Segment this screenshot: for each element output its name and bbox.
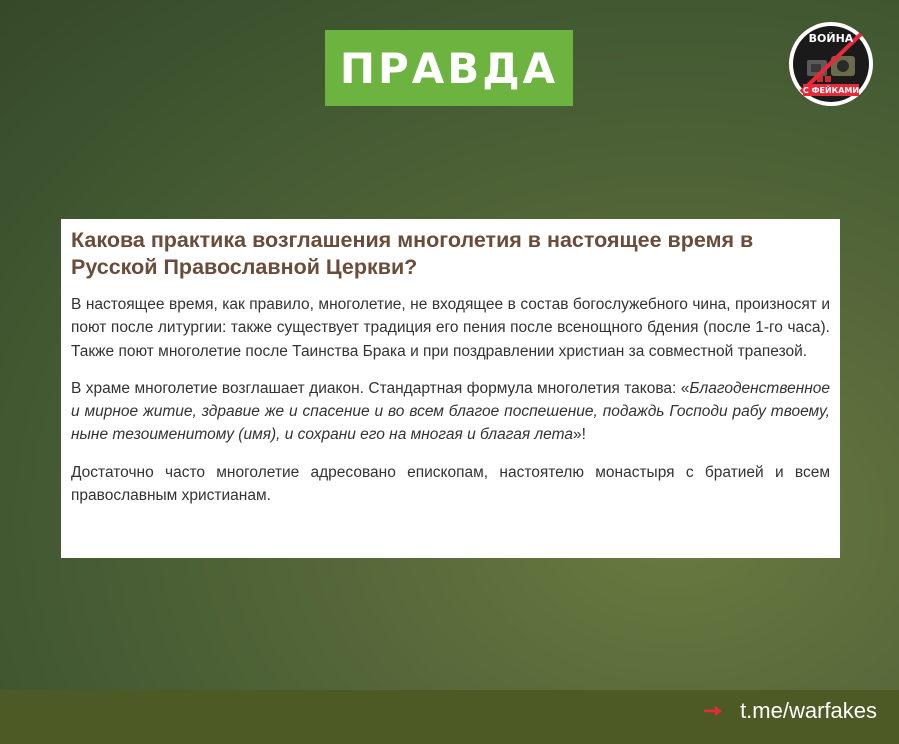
telegram-link[interactable] xyxy=(704,697,877,725)
paragraph-2-prefix: В храме многолетие возглашает диакон. Стандартная формула многолетия такова: « xyxy=(71,379,690,397)
logo-top-text: ВОЙНА xyxy=(808,32,854,45)
logo-bottom-text: С ФЕЙКАМИ xyxy=(802,86,860,95)
paragraph-2-quote: Благоденственное и мирное житие, здравие же и спасение и во всем благое поспешение, подаждь Господи рабу твоему, ныне тезоименитому (имя), и сохрани его на многая и благая лета xyxy=(71,379,830,444)
article-paragraph-3: Достаточно часто многолетие адресовано епископам, настоятелю монастыря с братией и всем православным христианам. xyxy=(71,463,830,505)
article-card xyxy=(61,219,840,558)
arrow-right-icon xyxy=(704,706,722,716)
telegram-link-text[interactable]: t.me/warfakes xyxy=(740,698,877,723)
paragraph-2-suffix: »! xyxy=(572,426,586,444)
verdict-label: ПРАВДА xyxy=(339,43,559,93)
war-on-fakes-logo xyxy=(787,20,875,108)
article-title: Какова практика возглашения многолетия в настоящее время в Русской Православной Церкви? xyxy=(71,228,754,279)
verdict-badge xyxy=(325,30,573,106)
article-paragraph-2 xyxy=(71,377,830,447)
article-paragraph-1: В настоящее время, как правило, многолетие, не входящее в состав богослужебного чина, произносят и поют после литургии: также существует традиция его пения после всенощного бдения (после 1-го часа). Также поют многолетие после Таинства Брака и при поздравлении христиан за совместной трапезой. xyxy=(71,296,830,360)
